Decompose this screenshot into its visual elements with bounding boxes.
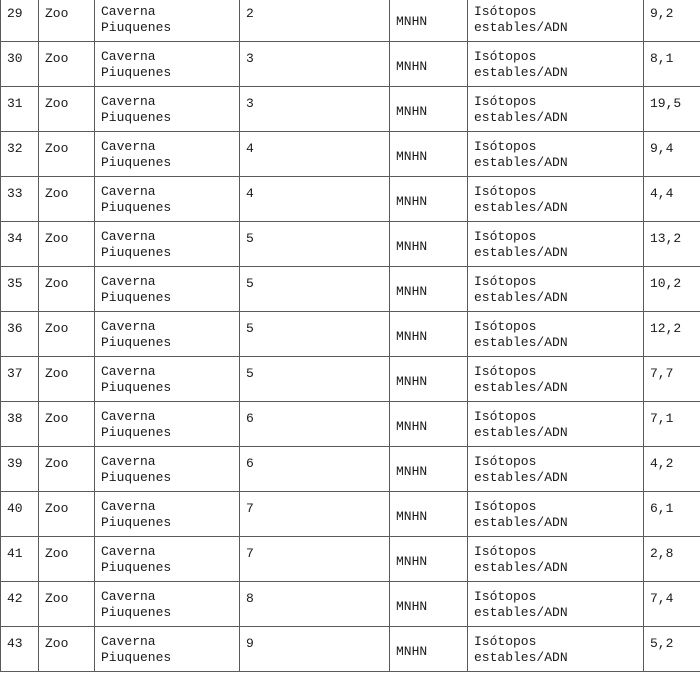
site-line-2: Piuquenes (101, 200, 172, 215)
cell-id (1, 42, 39, 87)
cell-unit (240, 0, 390, 42)
sample-type: Zoo (45, 51, 69, 66)
cell-value (644, 0, 700, 42)
measure-value: 7,7 (650, 366, 674, 381)
cell-id (1, 357, 39, 402)
unit-value: 5 (246, 231, 254, 246)
analysis-line-1: Isótopos (474, 589, 537, 604)
analysis-line-2: estables/ADN (474, 335, 568, 350)
cell-site (95, 357, 240, 402)
cell-unit (240, 627, 390, 672)
institution: MNHN (396, 419, 428, 434)
unit-value: 2 (246, 6, 254, 21)
unit-value: 7 (246, 546, 254, 561)
site-line-1: Caverna (101, 364, 156, 379)
cell-id (1, 402, 39, 447)
cell-analysis (468, 357, 644, 402)
row-id: 37 (7, 366, 23, 381)
measure-value: 5,2 (650, 636, 674, 651)
measure-value: 7,4 (650, 591, 674, 606)
analysis-line-1: Isótopos (474, 634, 537, 649)
analysis-line-1: Isótopos (474, 364, 537, 379)
site-line-2: Piuquenes (101, 560, 172, 575)
measure-value: 8,1 (650, 51, 674, 66)
table-row (1, 357, 700, 402)
institution: MNHN (396, 284, 428, 299)
cell-institution (390, 0, 468, 42)
cell-analysis (468, 0, 644, 42)
cell-unit (240, 42, 390, 87)
site-line-1: Caverna (101, 274, 156, 289)
measure-value: 6,1 (650, 501, 674, 516)
table-row (1, 0, 700, 42)
table-row (1, 537, 700, 582)
site-line-1: Caverna (101, 229, 156, 244)
measure-value: 12,2 (650, 321, 682, 336)
analysis-line-1: Isótopos (474, 454, 537, 469)
unit-value: 6 (246, 456, 254, 471)
institution: MNHN (396, 59, 428, 74)
cell-site (95, 402, 240, 447)
measure-value: 9,2 (650, 6, 674, 21)
institution: MNHN (396, 239, 428, 254)
unit-value: 4 (246, 141, 254, 156)
cell-id (1, 177, 39, 222)
cell-analysis (468, 312, 644, 357)
row-id: 40 (7, 501, 23, 516)
cell-type (39, 0, 95, 42)
sample-type: Zoo (45, 636, 69, 651)
cell-analysis (468, 402, 644, 447)
cell-institution (390, 42, 468, 87)
site-line-2: Piuquenes (101, 290, 172, 305)
analysis-line-1: Isótopos (474, 274, 537, 289)
analysis-line-1: Isótopos (474, 49, 537, 64)
cell-value (644, 177, 700, 222)
row-id: 30 (7, 51, 23, 66)
analysis-line-1: Isótopos (474, 319, 537, 334)
cell-institution (390, 627, 468, 672)
analysis-line-1: Isótopos (474, 184, 537, 199)
measure-value: 10,2 (650, 276, 682, 291)
table-row (1, 222, 700, 267)
row-id: 35 (7, 276, 23, 291)
cell-value (644, 42, 700, 87)
cell-id (1, 267, 39, 312)
cell-type (39, 582, 95, 627)
cell-value (644, 132, 700, 177)
analysis-line-1: Isótopos (474, 139, 537, 154)
site-line-1: Caverna (101, 184, 156, 199)
cell-unit (240, 537, 390, 582)
cell-type (39, 177, 95, 222)
cell-unit (240, 312, 390, 357)
cell-type (39, 87, 95, 132)
cell-id (1, 492, 39, 537)
cell-type (39, 222, 95, 267)
institution: MNHN (396, 329, 428, 344)
cell-site (95, 132, 240, 177)
site-line-1: Caverna (101, 94, 156, 109)
cell-site (95, 447, 240, 492)
cell-id (1, 537, 39, 582)
institution: MNHN (396, 374, 428, 389)
table-row (1, 267, 700, 312)
cell-site (95, 222, 240, 267)
sample-type: Zoo (45, 186, 69, 201)
cell-value (644, 627, 700, 672)
cell-id (1, 0, 39, 42)
analysis-line-1: Isótopos (474, 499, 537, 514)
institution: MNHN (396, 14, 428, 29)
analysis-line-2: estables/ADN (474, 515, 568, 530)
site-line-1: Caverna (101, 499, 156, 514)
row-id: 33 (7, 186, 23, 201)
cell-value (644, 357, 700, 402)
cell-unit (240, 267, 390, 312)
analysis-line-2: estables/ADN (474, 245, 568, 260)
cell-site (95, 42, 240, 87)
table-row (1, 177, 700, 222)
cell-type (39, 537, 95, 582)
cell-type (39, 447, 95, 492)
cell-type (39, 132, 95, 177)
row-id: 38 (7, 411, 23, 426)
cell-id (1, 222, 39, 267)
table-row (1, 132, 700, 177)
analysis-line-2: estables/ADN (474, 20, 568, 35)
unit-value: 3 (246, 96, 254, 111)
cell-institution (390, 402, 468, 447)
sample-type: Zoo (45, 411, 69, 426)
site-line-2: Piuquenes (101, 245, 172, 260)
unit-value: 5 (246, 366, 254, 381)
analysis-line-2: estables/ADN (474, 650, 568, 665)
row-id: 36 (7, 321, 23, 336)
cell-id (1, 447, 39, 492)
cell-site (95, 627, 240, 672)
cell-value (644, 537, 700, 582)
table-row (1, 312, 700, 357)
cell-institution (390, 132, 468, 177)
cell-analysis (468, 537, 644, 582)
cell-institution (390, 447, 468, 492)
sample-type: Zoo (45, 501, 69, 516)
cell-type (39, 267, 95, 312)
row-id: 39 (7, 456, 23, 471)
cell-id (1, 312, 39, 357)
cell-site (95, 312, 240, 357)
analysis-line-2: estables/ADN (474, 425, 568, 440)
unit-value: 5 (246, 276, 254, 291)
institution: MNHN (396, 149, 428, 164)
institution: MNHN (396, 509, 428, 524)
cell-institution (390, 357, 468, 402)
cell-institution (390, 177, 468, 222)
site-line-2: Piuquenes (101, 380, 172, 395)
table-row (1, 447, 700, 492)
cell-unit (240, 222, 390, 267)
cell-site (95, 492, 240, 537)
site-line-2: Piuquenes (101, 110, 172, 125)
samples-table-body (1, 0, 700, 672)
sample-type: Zoo (45, 591, 69, 606)
row-id: 31 (7, 96, 23, 111)
cell-type (39, 357, 95, 402)
site-line-2: Piuquenes (101, 650, 172, 665)
cell-site (95, 582, 240, 627)
site-line-1: Caverna (101, 634, 156, 649)
sample-type: Zoo (45, 6, 69, 21)
cell-type (39, 312, 95, 357)
cell-unit (240, 582, 390, 627)
cell-institution (390, 267, 468, 312)
row-id: 41 (7, 546, 23, 561)
cell-analysis (468, 177, 644, 222)
site-line-1: Caverna (101, 4, 156, 19)
cell-unit (240, 87, 390, 132)
site-line-1: Caverna (101, 49, 156, 64)
cell-unit (240, 177, 390, 222)
analysis-line-2: estables/ADN (474, 380, 568, 395)
row-id: 42 (7, 591, 23, 606)
cell-institution (390, 582, 468, 627)
institution: MNHN (396, 599, 428, 614)
cell-site (95, 267, 240, 312)
cell-institution (390, 87, 468, 132)
sample-type: Zoo (45, 366, 69, 381)
table-row (1, 627, 700, 672)
institution: MNHN (396, 194, 428, 209)
site-line-1: Caverna (101, 139, 156, 154)
unit-value: 9 (246, 636, 254, 651)
cell-site (95, 87, 240, 132)
table-row (1, 492, 700, 537)
sample-type: Zoo (45, 141, 69, 156)
cell-type (39, 42, 95, 87)
cell-site (95, 537, 240, 582)
row-id: 43 (7, 636, 23, 651)
cell-analysis (468, 267, 644, 312)
table-row (1, 402, 700, 447)
cell-id (1, 582, 39, 627)
cell-analysis (468, 222, 644, 267)
cell-unit (240, 447, 390, 492)
institution: MNHN (396, 104, 428, 119)
cell-analysis (468, 627, 644, 672)
cell-unit (240, 492, 390, 537)
cell-type (39, 402, 95, 447)
analysis-line-1: Isótopos (474, 544, 537, 559)
analysis-line-2: estables/ADN (474, 605, 568, 620)
site-line-1: Caverna (101, 454, 156, 469)
analysis-line-1: Isótopos (474, 4, 537, 19)
unit-value: 5 (246, 321, 254, 336)
unit-value: 3 (246, 51, 254, 66)
analysis-line-1: Isótopos (474, 409, 537, 424)
cell-id (1, 87, 39, 132)
unit-value: 4 (246, 186, 254, 201)
unit-value: 6 (246, 411, 254, 426)
cell-institution (390, 492, 468, 537)
unit-value: 7 (246, 501, 254, 516)
site-line-2: Piuquenes (101, 470, 172, 485)
sample-type: Zoo (45, 546, 69, 561)
sample-type: Zoo (45, 321, 69, 336)
sample-type: Zoo (45, 231, 69, 246)
table-row (1, 582, 700, 627)
analysis-line-2: estables/ADN (474, 65, 568, 80)
analysis-line-2: estables/ADN (474, 560, 568, 575)
cell-unit (240, 402, 390, 447)
cell-value (644, 402, 700, 447)
analysis-line-2: estables/ADN (474, 200, 568, 215)
measure-value: 19,5 (650, 96, 682, 111)
cell-value (644, 222, 700, 267)
institution: MNHN (396, 464, 428, 479)
cell-institution (390, 222, 468, 267)
row-id: 29 (7, 6, 23, 21)
site-line-2: Piuquenes (101, 65, 172, 80)
site-line-1: Caverna (101, 319, 156, 334)
site-line-2: Piuquenes (101, 20, 172, 35)
cell-value (644, 267, 700, 312)
cell-analysis (468, 492, 644, 537)
measure-value: 2,8 (650, 546, 674, 561)
cell-analysis (468, 582, 644, 627)
institution: MNHN (396, 644, 428, 659)
cell-type (39, 492, 95, 537)
cell-id (1, 627, 39, 672)
measure-value: 7,1 (650, 411, 674, 426)
row-id: 34 (7, 231, 23, 246)
site-line-1: Caverna (101, 544, 156, 559)
unit-value: 8 (246, 591, 254, 606)
measure-value: 4,4 (650, 186, 674, 201)
cell-analysis (468, 447, 644, 492)
cell-type (39, 627, 95, 672)
cell-unit (240, 132, 390, 177)
cell-value (644, 447, 700, 492)
site-line-2: Piuquenes (101, 335, 172, 350)
sample-type: Zoo (45, 96, 69, 111)
cell-id (1, 132, 39, 177)
cell-value (644, 492, 700, 537)
analysis-line-2: estables/ADN (474, 155, 568, 170)
cell-institution (390, 537, 468, 582)
site-line-1: Caverna (101, 589, 156, 604)
analysis-line-1: Isótopos (474, 229, 537, 244)
cell-value (644, 582, 700, 627)
sample-type: Zoo (45, 456, 69, 471)
cell-analysis (468, 42, 644, 87)
site-line-2: Piuquenes (101, 155, 172, 170)
cell-institution (390, 312, 468, 357)
cell-analysis (468, 132, 644, 177)
cell-unit (240, 357, 390, 402)
row-id: 32 (7, 141, 23, 156)
cell-value (644, 87, 700, 132)
table-row (1, 42, 700, 87)
institution: MNHN (396, 554, 428, 569)
analysis-line-2: estables/ADN (474, 110, 568, 125)
site-line-2: Piuquenes (101, 515, 172, 530)
measure-value: 4,2 (650, 456, 674, 471)
table-row (1, 87, 700, 132)
cell-value (644, 312, 700, 357)
analysis-line-2: estables/ADN (474, 290, 568, 305)
cell-site (95, 177, 240, 222)
cell-site (95, 0, 240, 42)
analysis-line-1: Isótopos (474, 94, 537, 109)
analysis-line-2: estables/ADN (474, 470, 568, 485)
cell-analysis (468, 87, 644, 132)
measure-value: 9,4 (650, 141, 674, 156)
site-line-1: Caverna (101, 409, 156, 424)
measure-value: 13,2 (650, 231, 682, 246)
site-line-2: Piuquenes (101, 425, 172, 440)
site-line-2: Piuquenes (101, 605, 172, 620)
sample-type: Zoo (45, 276, 69, 291)
